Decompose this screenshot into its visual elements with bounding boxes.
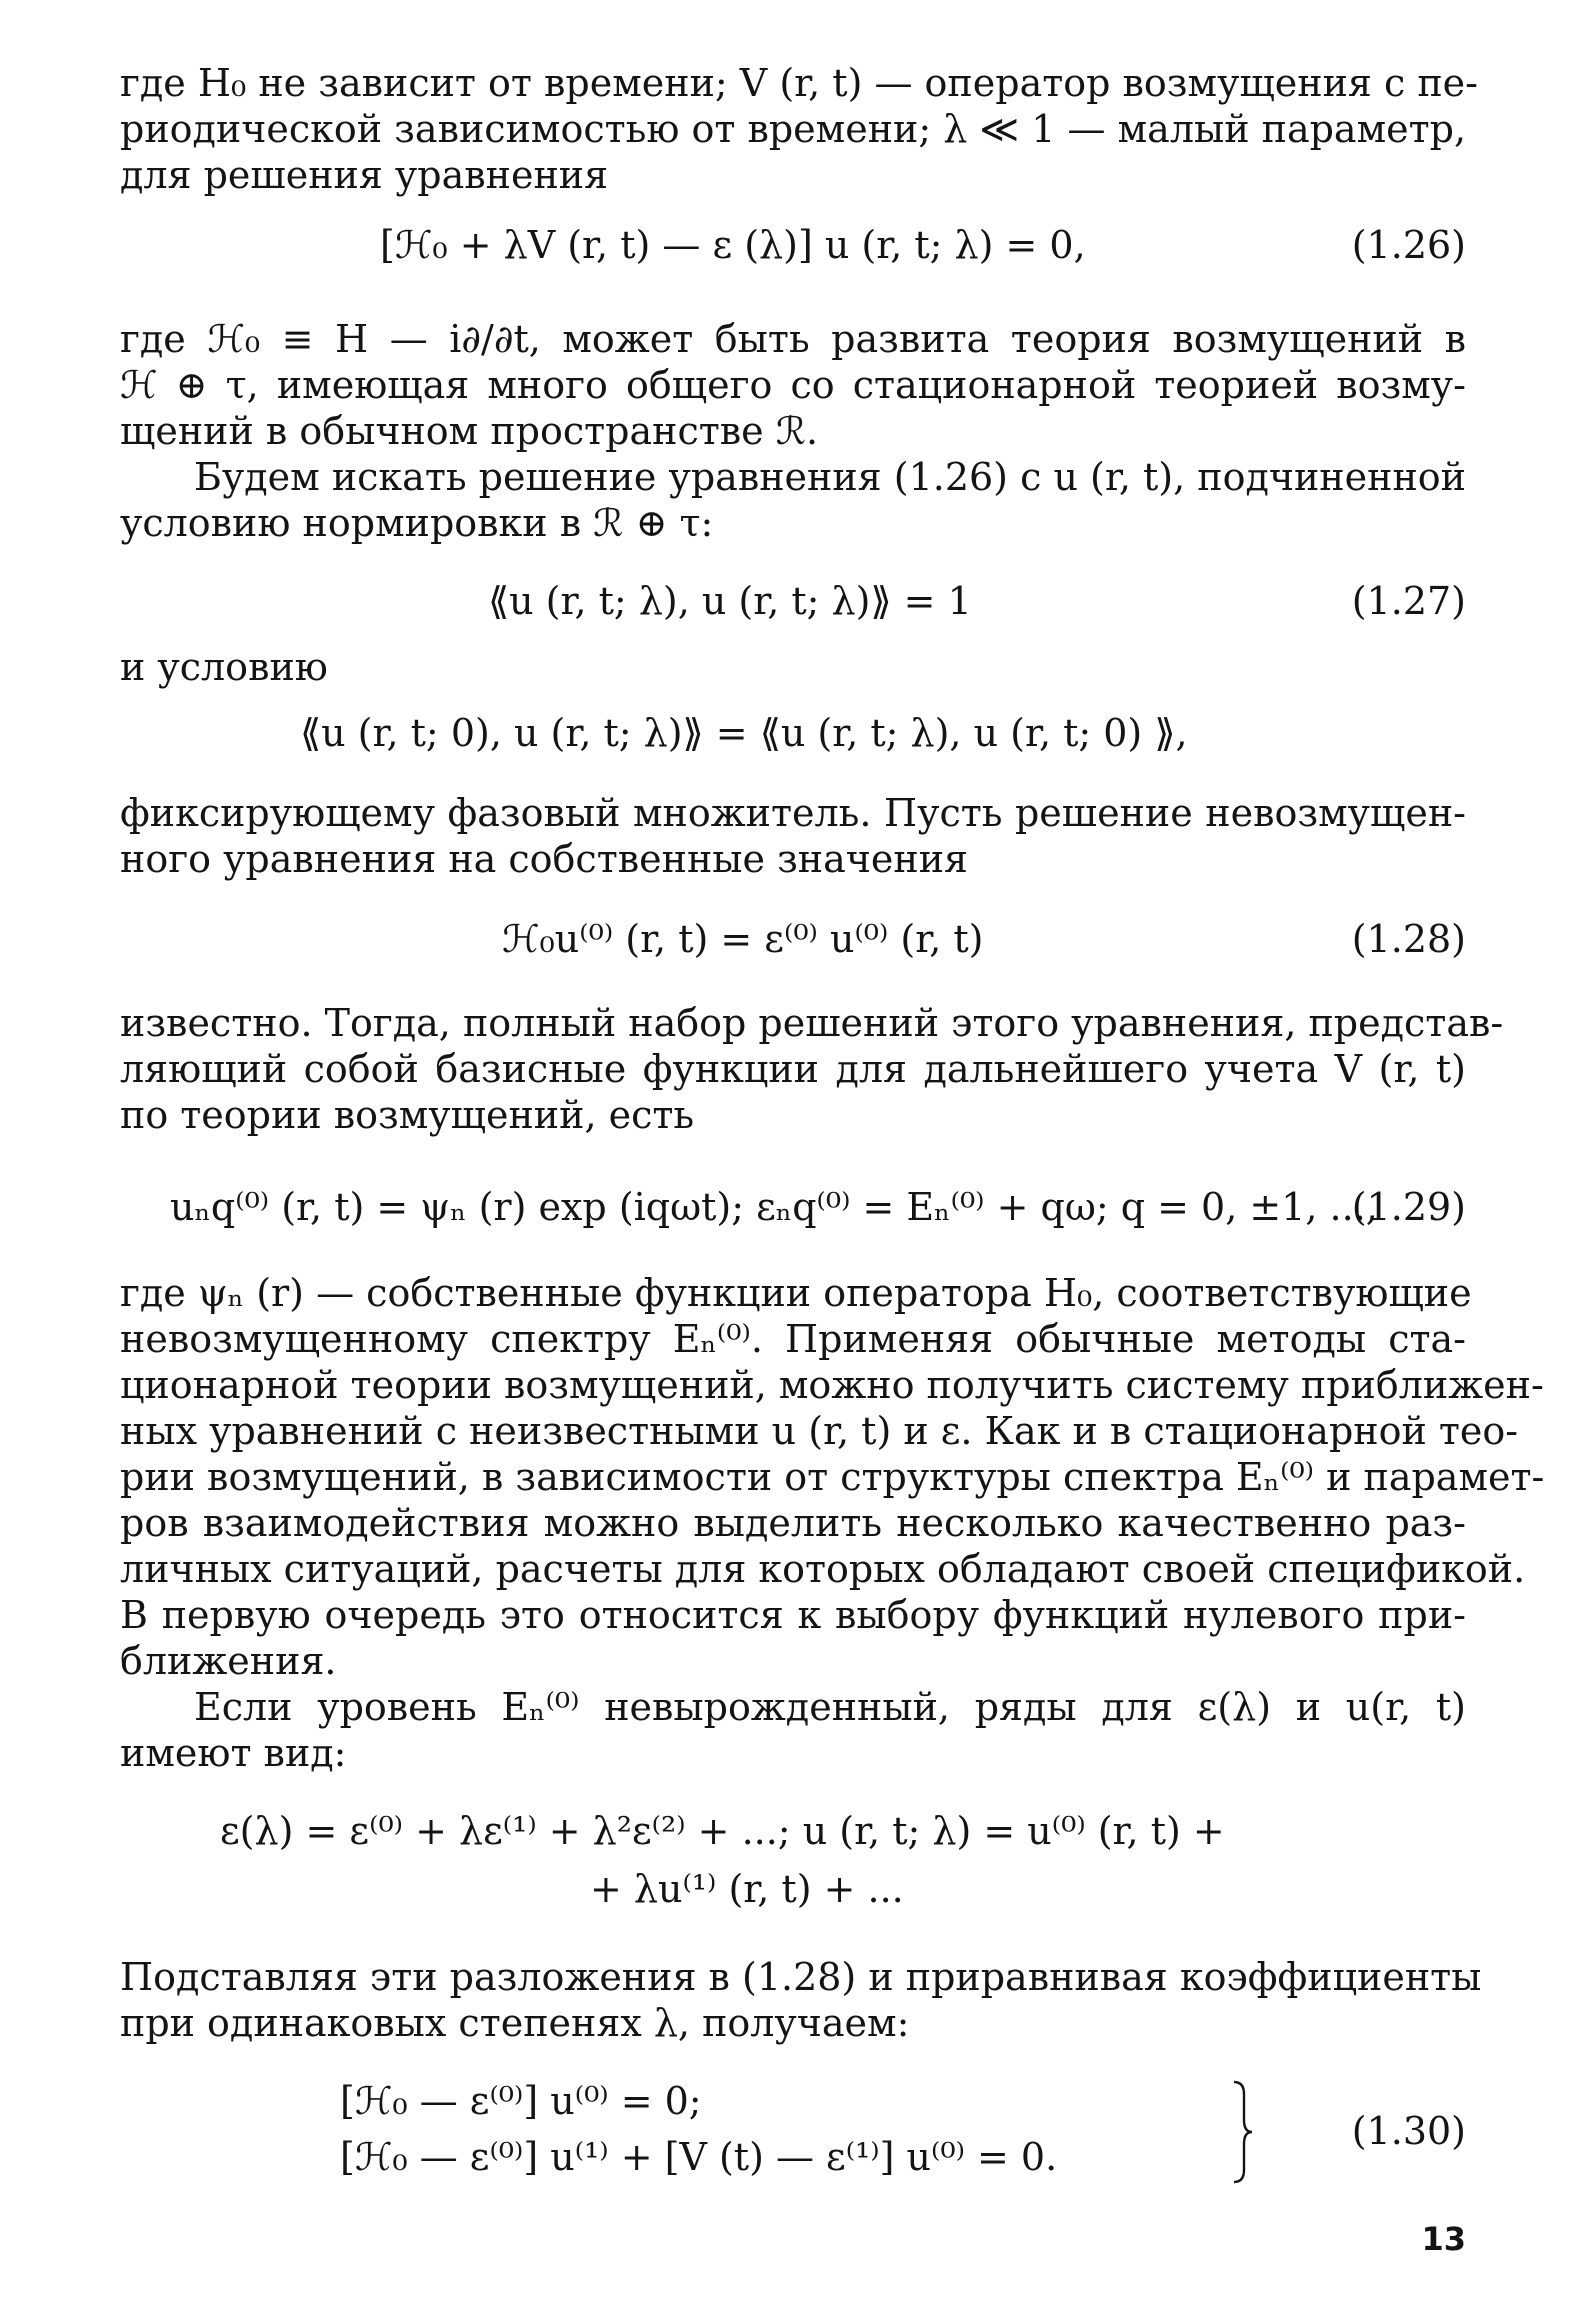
text-line: ляющий собой базисные функции для дальнейшего учета V (r, t) bbox=[120, 1047, 1466, 1091]
equation-number: (1.28) bbox=[1351, 917, 1466, 961]
text-line: ных уравнений с неизвестными u (r, t) и ε. Как и в стационарной тео- bbox=[120, 1409, 1519, 1453]
equation-series-1: ε(λ) = ε⁽⁰⁾ + λε⁽¹⁾ + λ²ε⁽²⁾ + ...; u (r, t; λ) = u⁽⁰⁾ (r, t) + bbox=[220, 1809, 1225, 1853]
text-line: ного уравнения на собственные значения bbox=[120, 837, 969, 881]
text-line: где ℋ₀ ≡ H — i∂/∂t, может быть развита теория возмущений в bbox=[120, 317, 1466, 361]
text-line: для решения уравнения bbox=[120, 153, 609, 197]
text-line: Подставляя эти разложения в (1.28) и приравнивая коэффициенты bbox=[120, 1955, 1482, 1999]
equation-number: (1.29) bbox=[1351, 1185, 1466, 1229]
text-line: ров взаимодействия можно выделить несколько качественно раз- bbox=[120, 1501, 1466, 1545]
text-line: невозмущенному спектру Eₙ⁽⁰⁾. Применяя обычные методы ста- bbox=[120, 1317, 1466, 1361]
equation-1-28: ℋ₀u⁽⁰⁾ (r, t) = ε⁽⁰⁾ u⁽⁰⁾ (r, t) bbox=[502, 917, 984, 961]
equation-number: (1.26) bbox=[1351, 223, 1466, 267]
text-line: при одинаковых степенях λ, получаем: bbox=[120, 2001, 910, 2045]
text-line: щений в обычном пространстве ℛ. bbox=[120, 409, 819, 453]
equation-1-26: [ℋ₀ + λV (r, t) — ε (λ)] u (r, t; λ) = 0, bbox=[380, 223, 1086, 267]
text-line: фиксирующему фазовый множитель. Пусть решение невозмущен- bbox=[120, 791, 1466, 835]
equation-1-30-line-2: [ℋ₀ — ε⁽⁰⁾] u⁽¹⁾ + [V (t) — ε⁽¹⁾] u⁽⁰⁾ = 0. bbox=[340, 2135, 1058, 2179]
equation-series-2: + λu⁽¹⁾ (r, t) + ... bbox=[590, 1867, 904, 1911]
equation-number: (1.27) bbox=[1351, 579, 1466, 623]
text-line: Будем искать решение уравнения (1.26) с u (r, t), подчиненной bbox=[194, 455, 1466, 499]
page-number: 13 bbox=[1421, 2220, 1466, 2258]
equation-1-27: ⟪u (r, t; λ), u (r, t; λ)⟫ = 1 bbox=[488, 579, 972, 623]
right-brace-icon bbox=[1232, 2080, 1254, 2184]
text-line: имеют вид: bbox=[120, 1731, 347, 1775]
equation-1-27-condition: ⟪u (r, t; 0), u (r, t; λ)⟫ = ⟪u (r, t; λ), u (r, t; 0) ⟫, bbox=[300, 711, 1188, 755]
text-line: ℋ ⊕ τ, имеющая много общего со стационарной теорией возму- bbox=[120, 363, 1466, 407]
text-line: ближения. bbox=[120, 1639, 337, 1683]
equation-1-29: uₙq⁽⁰⁾ (r, t) = ψₙ (r) exp (iqωt); εₙq⁽⁰⁾ = Eₙ⁽⁰⁾ + qω; q = 0, ±1, ..., bbox=[170, 1185, 1378, 1229]
text-line: риодической зависимостью от времени; λ ≪ 1 — малый параметр, bbox=[120, 107, 1467, 151]
text-line: В первую очередь это относится к выбору функций нулевого при- bbox=[120, 1593, 1466, 1637]
text-line: где H₀ не зависит от времени; V (r, t) — оператор возмущения с пе- bbox=[120, 61, 1478, 105]
text-line: условию нормировки в ℛ ⊕ τ: bbox=[120, 501, 714, 545]
text-line: Если уровень Eₙ⁽⁰⁾ невырожденный, ряды для ε(λ) и u(r, t) bbox=[194, 1685, 1466, 1729]
text-line: личных ситуаций, расчеты для которых обладают своей спецификой. bbox=[120, 1547, 1526, 1591]
text-line: по теории возмущений, есть bbox=[120, 1093, 695, 1137]
text-line: ционарной теории возмущений, можно получить систему приближен- bbox=[120, 1363, 1544, 1407]
text-line: где ψₙ (r) — собственные функции оператора H₀, соответствующие bbox=[120, 1271, 1472, 1315]
text-line: известно. Тогда, полный набор решений этого уравнения, представ- bbox=[120, 1001, 1504, 1045]
equation-1-30-line-1: [ℋ₀ — ε⁽⁰⁾] u⁽⁰⁾ = 0; bbox=[340, 2079, 702, 2123]
text-line: рии возмущений, в зависимости от структуры спектра Eₙ⁽⁰⁾ и парамет- bbox=[120, 1455, 1545, 1499]
equation-number: (1.30) bbox=[1351, 2109, 1466, 2153]
text-line: и условию bbox=[120, 645, 328, 689]
